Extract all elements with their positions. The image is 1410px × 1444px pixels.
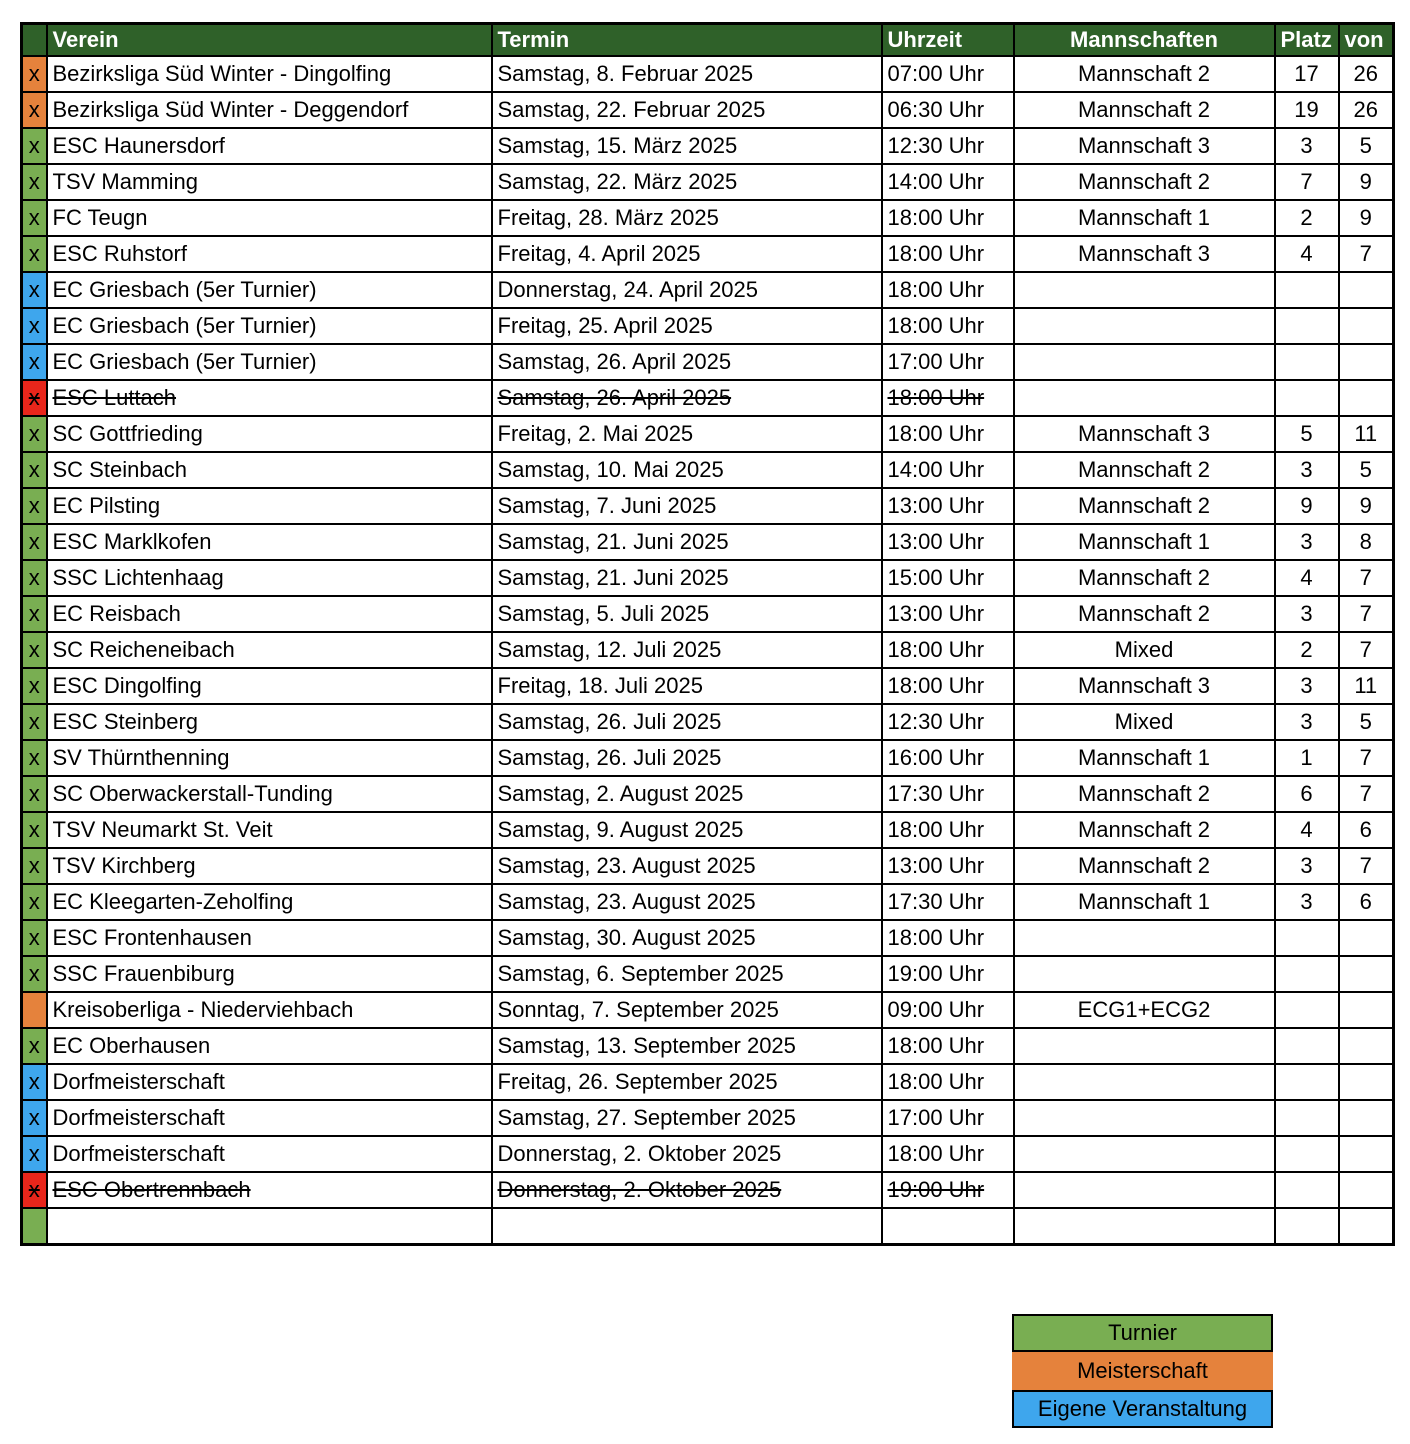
cell-mannschaften: Mixed: [1014, 632, 1275, 668]
cell-verein: SC Steinbach: [47, 452, 492, 488]
cell-platz: 7: [1275, 164, 1339, 200]
row-marker: x: [22, 668, 47, 704]
cell-platz: 1: [1275, 740, 1339, 776]
cell-termin: Freitag, 28. März 2025: [492, 200, 882, 236]
cell-uhrzeit: 18:00 Uhr: [882, 632, 1014, 668]
cell-uhrzeit: 17:00 Uhr: [882, 344, 1014, 380]
cell-mannschaften: Mannschaft 1: [1014, 524, 1275, 560]
table-row: [22, 56, 1394, 92]
table-row: [22, 308, 1394, 344]
cell-von: [1339, 956, 1394, 992]
row-marker: x: [22, 704, 47, 740]
cell-verein: Kreisoberliga - Niederviehbach: [47, 992, 492, 1028]
cell-mannschaften: Mannschaft 2: [1014, 560, 1275, 596]
header-row: [22, 24, 1394, 57]
legend-item-meisterschaft: [1012, 1352, 1273, 1390]
row-marker: x: [22, 272, 47, 308]
cell-uhrzeit: 18:00 Uhr: [882, 1064, 1014, 1100]
cell-platz: 4: [1275, 236, 1339, 272]
cell-platz: 4: [1275, 560, 1339, 596]
header-uhrzeit: Uhrzeit: [882, 24, 1014, 57]
cell-termin: Samstag, 26. April 2025: [492, 380, 882, 416]
cell-platz: [1275, 344, 1339, 380]
schedule-header: [22, 24, 1394, 57]
cell-von: 7: [1339, 848, 1394, 884]
cell-platz: 2: [1275, 632, 1339, 668]
table-row: [22, 164, 1394, 200]
cell-uhrzeit: 13:00 Uhr: [882, 848, 1014, 884]
cell-termin: Samstag, 12. Juli 2025: [492, 632, 882, 668]
cell-verein: SSC Frauenbiburg: [47, 956, 492, 992]
cell-verein: ESC Haunersdorf: [47, 128, 492, 164]
cell-platz: [1275, 992, 1339, 1028]
cell-uhrzeit: 16:00 Uhr: [882, 740, 1014, 776]
table-row: [22, 200, 1394, 236]
cell-von: 5: [1339, 704, 1394, 740]
cell-von: [1339, 1208, 1394, 1245]
cell-termin: Samstag, 5. Juli 2025: [492, 596, 882, 632]
cell-mannschaften: Mannschaft 2: [1014, 56, 1275, 92]
cell-uhrzeit: 14:00 Uhr: [882, 164, 1014, 200]
cell-uhrzeit: 18:00 Uhr: [882, 1136, 1014, 1172]
row-marker: x: [22, 740, 47, 776]
cell-verein: Dorfmeisterschaft: [47, 1136, 492, 1172]
cell-von: 7: [1339, 560, 1394, 596]
table-row: [22, 272, 1394, 308]
table-row: [22, 812, 1394, 848]
row-marker: x: [22, 1028, 47, 1064]
cell-platz: [1275, 308, 1339, 344]
cell-von: 11: [1339, 668, 1394, 704]
cell-uhrzeit: 18:00 Uhr: [882, 668, 1014, 704]
cell-mannschaften: [1014, 1172, 1275, 1208]
cell-termin: Samstag, 26. April 2025: [492, 344, 882, 380]
cell-mannschaften: Mixed: [1014, 704, 1275, 740]
cell-verein: SC Gottfrieding: [47, 416, 492, 452]
cell-platz: 4: [1275, 812, 1339, 848]
cell-mannschaften: [1014, 1064, 1275, 1100]
cell-platz: 9: [1275, 488, 1339, 524]
cell-von: 26: [1339, 56, 1394, 92]
cell-verein: ESC Ruhstorf: [47, 236, 492, 272]
cell-von: 9: [1339, 200, 1394, 236]
legend-item-eigene-veranstaltung: [1012, 1390, 1273, 1428]
cell-uhrzeit: 18:00 Uhr: [882, 308, 1014, 344]
cell-verein: ESC Marklkofen: [47, 524, 492, 560]
cell-platz: 17: [1275, 56, 1339, 92]
cell-mannschaften: [1014, 380, 1275, 416]
cell-verein: EC Kleegarten-Zeholfing: [47, 884, 492, 920]
header-termin: Termin: [492, 24, 882, 57]
header-marker: [22, 24, 47, 57]
cell-mannschaften: Mannschaft 3: [1014, 128, 1275, 164]
cell-verein: Dorfmeisterschaft: [47, 1064, 492, 1100]
table-row: [22, 92, 1394, 128]
row-marker: [22, 992, 47, 1028]
row-marker: x: [22, 1064, 47, 1100]
row-marker: x: [22, 308, 47, 344]
cell-termin: Samstag, 23. August 2025: [492, 884, 882, 920]
cell-verein: ESC Frontenhausen: [47, 920, 492, 956]
cell-von: 6: [1339, 884, 1394, 920]
cell-von: 7: [1339, 632, 1394, 668]
table-row: [22, 1208, 1394, 1245]
cell-termin: Freitag, 18. Juli 2025: [492, 668, 882, 704]
cell-platz: [1275, 380, 1339, 416]
legend-item-turnier: [1012, 1314, 1273, 1352]
cell-termin: Samstag, 8. Februar 2025: [492, 56, 882, 92]
table-row: [22, 488, 1394, 524]
cell-verein: ESC Steinberg: [47, 704, 492, 740]
cell-mannschaften: Mannschaft 2: [1014, 812, 1275, 848]
table-row: [22, 920, 1394, 956]
table-row: [22, 344, 1394, 380]
cell-verein: SV Thürnthenning: [47, 740, 492, 776]
cell-termin: Freitag, 4. April 2025: [492, 236, 882, 272]
cell-platz: 3: [1275, 128, 1339, 164]
row-marker: x: [22, 956, 47, 992]
legend-label: Meisterschaft: [1077, 1358, 1208, 1383]
cell-termin: Samstag, 26. Juli 2025: [492, 704, 882, 740]
cell-platz: 3: [1275, 884, 1339, 920]
cell-termin: Samstag, 22. März 2025: [492, 164, 882, 200]
row-marker: x: [22, 632, 47, 668]
cell-termin: Samstag, 9. August 2025: [492, 812, 882, 848]
cell-mannschaften: [1014, 1028, 1275, 1064]
cell-mannschaften: [1014, 920, 1275, 956]
cell-termin: Samstag, 13. September 2025: [492, 1028, 882, 1064]
row-marker: [22, 1208, 47, 1245]
table-row: [22, 1064, 1394, 1100]
cell-von: 6: [1339, 812, 1394, 848]
cell-platz: 3: [1275, 596, 1339, 632]
cell-verein: SC Oberwackerstall-Tunding: [47, 776, 492, 812]
row-marker: x: [22, 920, 47, 956]
legend-label: Turnier: [1108, 1320, 1177, 1345]
cell-von: [1339, 1064, 1394, 1100]
cell-von: [1339, 920, 1394, 956]
cell-uhrzeit: 19:00 Uhr: [882, 1172, 1014, 1208]
table-row: [22, 740, 1394, 776]
cell-platz: 5: [1275, 416, 1339, 452]
cell-uhrzeit: 15:00 Uhr: [882, 560, 1014, 596]
cell-termin: Samstag, 26. Juli 2025: [492, 740, 882, 776]
table-row: [22, 128, 1394, 164]
row-marker: x: [22, 56, 47, 92]
cell-mannschaften: ECG1+ECG2: [1014, 992, 1275, 1028]
row-marker: x: [22, 380, 47, 416]
cell-platz: [1275, 272, 1339, 308]
cell-termin: [492, 1208, 882, 1245]
cell-mannschaften: Mannschaft 2: [1014, 488, 1275, 524]
cell-uhrzeit: 09:00 Uhr: [882, 992, 1014, 1028]
cell-uhrzeit: 13:00 Uhr: [882, 524, 1014, 560]
cell-mannschaften: [1014, 308, 1275, 344]
table-row: [22, 524, 1394, 560]
cell-uhrzeit: 18:00 Uhr: [882, 416, 1014, 452]
cell-uhrzeit: 19:00 Uhr: [882, 956, 1014, 992]
table-row: [22, 560, 1394, 596]
cell-mannschaften: Mannschaft 1: [1014, 200, 1275, 236]
row-marker: x: [22, 1172, 47, 1208]
cell-verein: Dorfmeisterschaft: [47, 1100, 492, 1136]
table-row: [22, 668, 1394, 704]
cell-verein: [47, 1208, 492, 1245]
cell-uhrzeit: 18:00 Uhr: [882, 1028, 1014, 1064]
row-marker: x: [22, 560, 47, 596]
cell-termin: Sonntag, 7. September 2025: [492, 992, 882, 1028]
table-row: [22, 776, 1394, 812]
cell-von: 7: [1339, 740, 1394, 776]
cell-mannschaften: Mannschaft 3: [1014, 236, 1275, 272]
cell-mannschaften: Mannschaft 2: [1014, 596, 1275, 632]
cell-von: 9: [1339, 164, 1394, 200]
cell-platz: 3: [1275, 524, 1339, 560]
cell-verein: SC Reicheneibach: [47, 632, 492, 668]
table-row: [22, 956, 1394, 992]
cell-von: [1339, 1100, 1394, 1136]
cell-termin: Freitag, 25. April 2025: [492, 308, 882, 344]
cell-termin: Donnerstag, 24. April 2025: [492, 272, 882, 308]
cell-von: 5: [1339, 452, 1394, 488]
schedule-table: [20, 22, 1395, 1246]
cell-verein: EC Oberhausen: [47, 1028, 492, 1064]
cell-von: 5: [1339, 128, 1394, 164]
cell-platz: 2: [1275, 200, 1339, 236]
cell-von: [1339, 992, 1394, 1028]
cell-termin: Samstag, 21. Juni 2025: [492, 560, 882, 596]
cell-termin: Donnerstag, 2. Oktober 2025: [492, 1172, 882, 1208]
cell-termin: Samstag, 23. August 2025: [492, 848, 882, 884]
table-row: [22, 704, 1394, 740]
cell-platz: 3: [1275, 848, 1339, 884]
cell-von: [1339, 1028, 1394, 1064]
cell-von: 7: [1339, 776, 1394, 812]
cell-uhrzeit: 07:00 Uhr: [882, 56, 1014, 92]
cell-uhrzeit: 17:00 Uhr: [882, 1100, 1014, 1136]
cell-uhrzeit: 18:00 Uhr: [882, 920, 1014, 956]
row-marker: x: [22, 848, 47, 884]
header-mannschaften: Mannschaften: [1014, 24, 1275, 57]
cell-mannschaften: Mannschaft 1: [1014, 884, 1275, 920]
cell-uhrzeit: 06:30 Uhr: [882, 92, 1014, 128]
cell-mannschaften: [1014, 272, 1275, 308]
cell-mannschaften: Mannschaft 1: [1014, 740, 1275, 776]
cell-mannschaften: Mannschaft 3: [1014, 416, 1275, 452]
cell-termin: Samstag, 30. August 2025: [492, 920, 882, 956]
cell-verein: SSC Lichtenhaag: [47, 560, 492, 596]
cell-verein: EC Griesbach (5er Turnier): [47, 308, 492, 344]
cell-von: [1339, 380, 1394, 416]
cell-platz: [1275, 1136, 1339, 1172]
cell-von: [1339, 1136, 1394, 1172]
cell-verein: Bezirksliga Süd Winter - Deggendorf: [47, 92, 492, 128]
cell-verein: TSV Neumarkt St. Veit: [47, 812, 492, 848]
cell-uhrzeit: 14:00 Uhr: [882, 452, 1014, 488]
cell-platz: 3: [1275, 668, 1339, 704]
cell-uhrzeit: 18:00 Uhr: [882, 380, 1014, 416]
cell-platz: [1275, 1100, 1339, 1136]
cell-mannschaften: [1014, 1208, 1275, 1245]
cell-platz: 3: [1275, 452, 1339, 488]
cell-verein: EC Griesbach (5er Turnier): [47, 272, 492, 308]
cell-von: [1339, 1172, 1394, 1208]
cell-von: 7: [1339, 236, 1394, 272]
table-row: [22, 236, 1394, 272]
table-row: [22, 596, 1394, 632]
row-marker: x: [22, 92, 47, 128]
table-row: [22, 1136, 1394, 1172]
row-marker: x: [22, 1100, 47, 1136]
cell-platz: [1275, 1064, 1339, 1100]
cell-von: 9: [1339, 488, 1394, 524]
cell-von: [1339, 344, 1394, 380]
row-marker: x: [22, 1136, 47, 1172]
cell-uhrzeit: 12:30 Uhr: [882, 128, 1014, 164]
cell-uhrzeit: 18:00 Uhr: [882, 272, 1014, 308]
cell-verein: ESC Luttach: [47, 380, 492, 416]
cell-mannschaften: Mannschaft 2: [1014, 776, 1275, 812]
legend-label: Eigene Veranstaltung: [1037, 1396, 1248, 1421]
cell-mannschaften: [1014, 1136, 1275, 1172]
cell-termin: Donnerstag, 2. Oktober 2025: [492, 1136, 882, 1172]
cell-platz: 19: [1275, 92, 1339, 128]
table-row: [22, 632, 1394, 668]
table-row: [22, 1172, 1394, 1208]
cell-verein: EC Griesbach (5er Turnier): [47, 344, 492, 380]
cell-termin: Freitag, 2. Mai 2025: [492, 416, 882, 452]
cell-uhrzeit: 18:00 Uhr: [882, 812, 1014, 848]
cell-verein: ESC Obertrennbach: [47, 1172, 492, 1208]
cell-uhrzeit: 17:30 Uhr: [882, 776, 1014, 812]
row-marker: x: [22, 524, 47, 560]
row-marker: x: [22, 776, 47, 812]
table-row: [22, 884, 1394, 920]
cell-termin: Samstag, 2. August 2025: [492, 776, 882, 812]
row-marker: x: [22, 200, 47, 236]
table-row: [22, 416, 1394, 452]
cell-platz: 6: [1275, 776, 1339, 812]
cell-verein: FC Teugn: [47, 200, 492, 236]
cell-mannschaften: Mannschaft 2: [1014, 452, 1275, 488]
cell-von: [1339, 308, 1394, 344]
header-von: von: [1339, 24, 1394, 57]
cell-mannschaften: [1014, 956, 1275, 992]
cell-uhrzeit: 13:00 Uhr: [882, 596, 1014, 632]
cell-termin: Samstag, 6. September 2025: [492, 956, 882, 992]
row-marker: x: [22, 884, 47, 920]
cell-verein: ESC Dingolfing: [47, 668, 492, 704]
cell-uhrzeit: 18:00 Uhr: [882, 200, 1014, 236]
row-marker: x: [22, 596, 47, 632]
row-marker: x: [22, 812, 47, 848]
cell-mannschaften: Mannschaft 2: [1014, 848, 1275, 884]
cell-verein: TSV Kirchberg: [47, 848, 492, 884]
row-marker: x: [22, 452, 47, 488]
row-marker: x: [22, 344, 47, 380]
cell-termin: Samstag, 7. Juni 2025: [492, 488, 882, 524]
table-row: [22, 848, 1394, 884]
cell-mannschaften: [1014, 1100, 1275, 1136]
cell-termin: Samstag, 22. Februar 2025: [492, 92, 882, 128]
cell-von: 7: [1339, 596, 1394, 632]
cell-von: 26: [1339, 92, 1394, 128]
cell-platz: [1275, 1172, 1339, 1208]
cell-mannschaften: [1014, 344, 1275, 380]
cell-mannschaften: Mannschaft 2: [1014, 164, 1275, 200]
cell-uhrzeit: [882, 1208, 1014, 1245]
cell-verein: EC Pilsting: [47, 488, 492, 524]
table-row: [22, 380, 1394, 416]
cell-verein: Bezirksliga Süd Winter - Dingolfing: [47, 56, 492, 92]
table-row: [22, 1028, 1394, 1064]
header-platz: Platz: [1275, 24, 1339, 57]
cell-uhrzeit: 18:00 Uhr: [882, 236, 1014, 272]
cell-platz: [1275, 1028, 1339, 1064]
schedule-body: [22, 56, 1394, 1245]
cell-platz: [1275, 920, 1339, 956]
cell-uhrzeit: 13:00 Uhr: [882, 488, 1014, 524]
cell-termin: Freitag, 26. September 2025: [492, 1064, 882, 1100]
table-row: [22, 992, 1394, 1028]
cell-termin: Samstag, 15. März 2025: [492, 128, 882, 164]
cell-von: 11: [1339, 416, 1394, 452]
row-marker: x: [22, 416, 47, 452]
header-verein: Verein: [47, 24, 492, 57]
cell-von: [1339, 272, 1394, 308]
cell-termin: Samstag, 10. Mai 2025: [492, 452, 882, 488]
cell-mannschaften: Mannschaft 3: [1014, 668, 1275, 704]
cell-verein: EC Reisbach: [47, 596, 492, 632]
cell-termin: Samstag, 27. September 2025: [492, 1100, 882, 1136]
cell-verein: TSV Mamming: [47, 164, 492, 200]
cell-platz: [1275, 1208, 1339, 1245]
cell-uhrzeit: 17:30 Uhr: [882, 884, 1014, 920]
row-marker: x: [22, 164, 47, 200]
table-row: [22, 452, 1394, 488]
table-row: [22, 1100, 1394, 1136]
cell-termin: Samstag, 21. Juni 2025: [492, 524, 882, 560]
row-marker: x: [22, 128, 47, 164]
cell-platz: [1275, 956, 1339, 992]
cell-mannschaften: Mannschaft 2: [1014, 92, 1275, 128]
row-marker: x: [22, 488, 47, 524]
category-legend: [1012, 1314, 1273, 1428]
cell-uhrzeit: 12:30 Uhr: [882, 704, 1014, 740]
cell-von: 8: [1339, 524, 1394, 560]
row-marker: x: [22, 236, 47, 272]
cell-platz: 3: [1275, 704, 1339, 740]
